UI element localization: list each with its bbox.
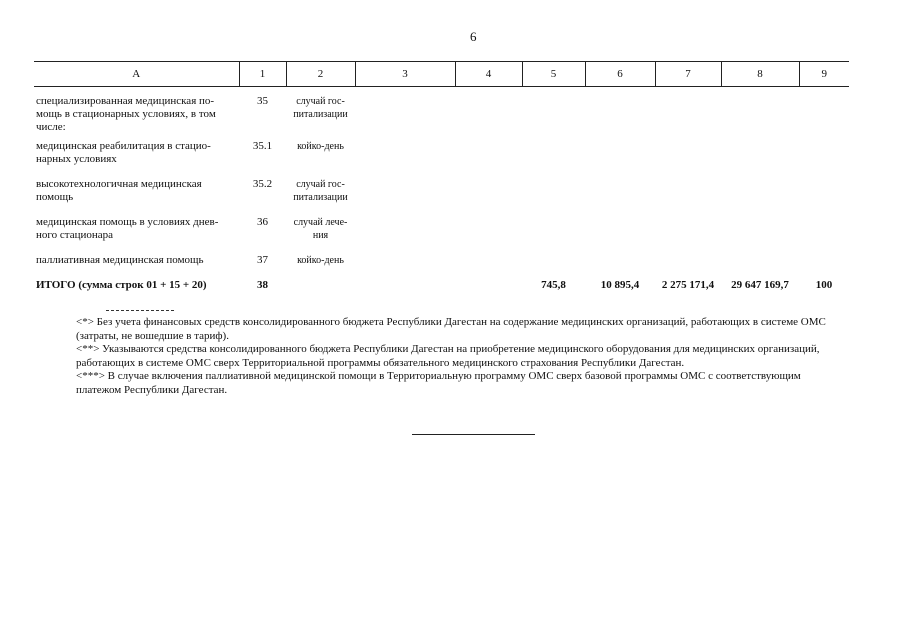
- page-number: 6: [470, 29, 477, 44]
- header-col-2: 2: [286, 62, 355, 87]
- header-col-1: 1: [239, 62, 286, 87]
- total-row: [34, 279, 849, 303]
- row-unit: случай гос-питализации: [293, 178, 348, 203]
- header-col-8: 8: [721, 62, 799, 87]
- footnote-3: <***> В случае включения паллиативной медицинской помощи в Территориальную программу ОМС сверх базовой программы ОМС с соответствующим платежом Республики Дагестан.: [76, 370, 801, 396]
- header-col-9: 9: [799, 62, 849, 87]
- total-label: ИТОГО (сумма строк 01 + 15 + 20): [36, 278, 207, 291]
- row-label: высокотехнологичная медицинская помощь: [36, 177, 202, 203]
- row-number: 37: [257, 253, 268, 266]
- total-col-6: 10 895,4: [600, 278, 640, 291]
- footnote-2: <**> Указываются средства консолидированного бюджета Республики Дагестан на приобретение медицинского оборудования для медицинских организаций, работающих в системе ОМС сверх Территориальной программы обязательного медицинского страхования Республики Дагестан.: [76, 343, 820, 369]
- row-unit: случай лече-ния: [293, 216, 348, 241]
- header-col-6: 6: [585, 62, 655, 87]
- row-unit: койко-день: [297, 254, 344, 266]
- row-label: специализированная медицинская по-мощь в стационарных условиях, в том числе:: [36, 95, 216, 133]
- total-col-7: 2 275 171,4: [661, 278, 715, 291]
- end-rule: [412, 434, 535, 435]
- table-row: [34, 216, 849, 254]
- row-number: 35.1: [252, 139, 273, 152]
- header-col-a: A: [34, 62, 239, 87]
- row-label: паллиативная медицинская помощь: [36, 253, 204, 266]
- total-number: 38: [257, 278, 268, 291]
- header-col-7: 7: [655, 62, 721, 87]
- row-unit: случай гос-питализации: [293, 96, 348, 120]
- table-row: [34, 87, 849, 140]
- footnote-1: <*> Без учета финансовых средств консолидированного бюджета Республики Дагестан на содержание медицинских организаций, работающих в системе ОМС (затраты, не вошедшие в тариф).: [76, 316, 826, 342]
- header-col-4: 4: [455, 62, 522, 87]
- header-col-3: 3: [355, 62, 455, 87]
- total-col-8: 29 647 169,7: [731, 278, 789, 291]
- table-row: [34, 254, 849, 279]
- row-unit: койко-день: [297, 140, 344, 152]
- header-col-5: 5: [522, 62, 585, 87]
- total-col-5: 745,8: [541, 278, 566, 291]
- row-label: медицинская помощь в условиях днев-ного стационара: [36, 215, 219, 241]
- row-number: 36: [257, 215, 268, 228]
- header-row: [34, 62, 849, 87]
- row-number: 35.2: [252, 177, 273, 190]
- row-label: медицинская реабилитация в стацио-нарных условиях: [36, 139, 211, 165]
- data-table: [34, 61, 849, 303]
- table-row: [34, 140, 849, 178]
- table-row: [34, 178, 849, 216]
- footnotes: [76, 316, 826, 397]
- footnote-separator: [106, 310, 174, 311]
- row-number: 35: [257, 95, 268, 107]
- total-col-9: 100: [815, 278, 833, 291]
